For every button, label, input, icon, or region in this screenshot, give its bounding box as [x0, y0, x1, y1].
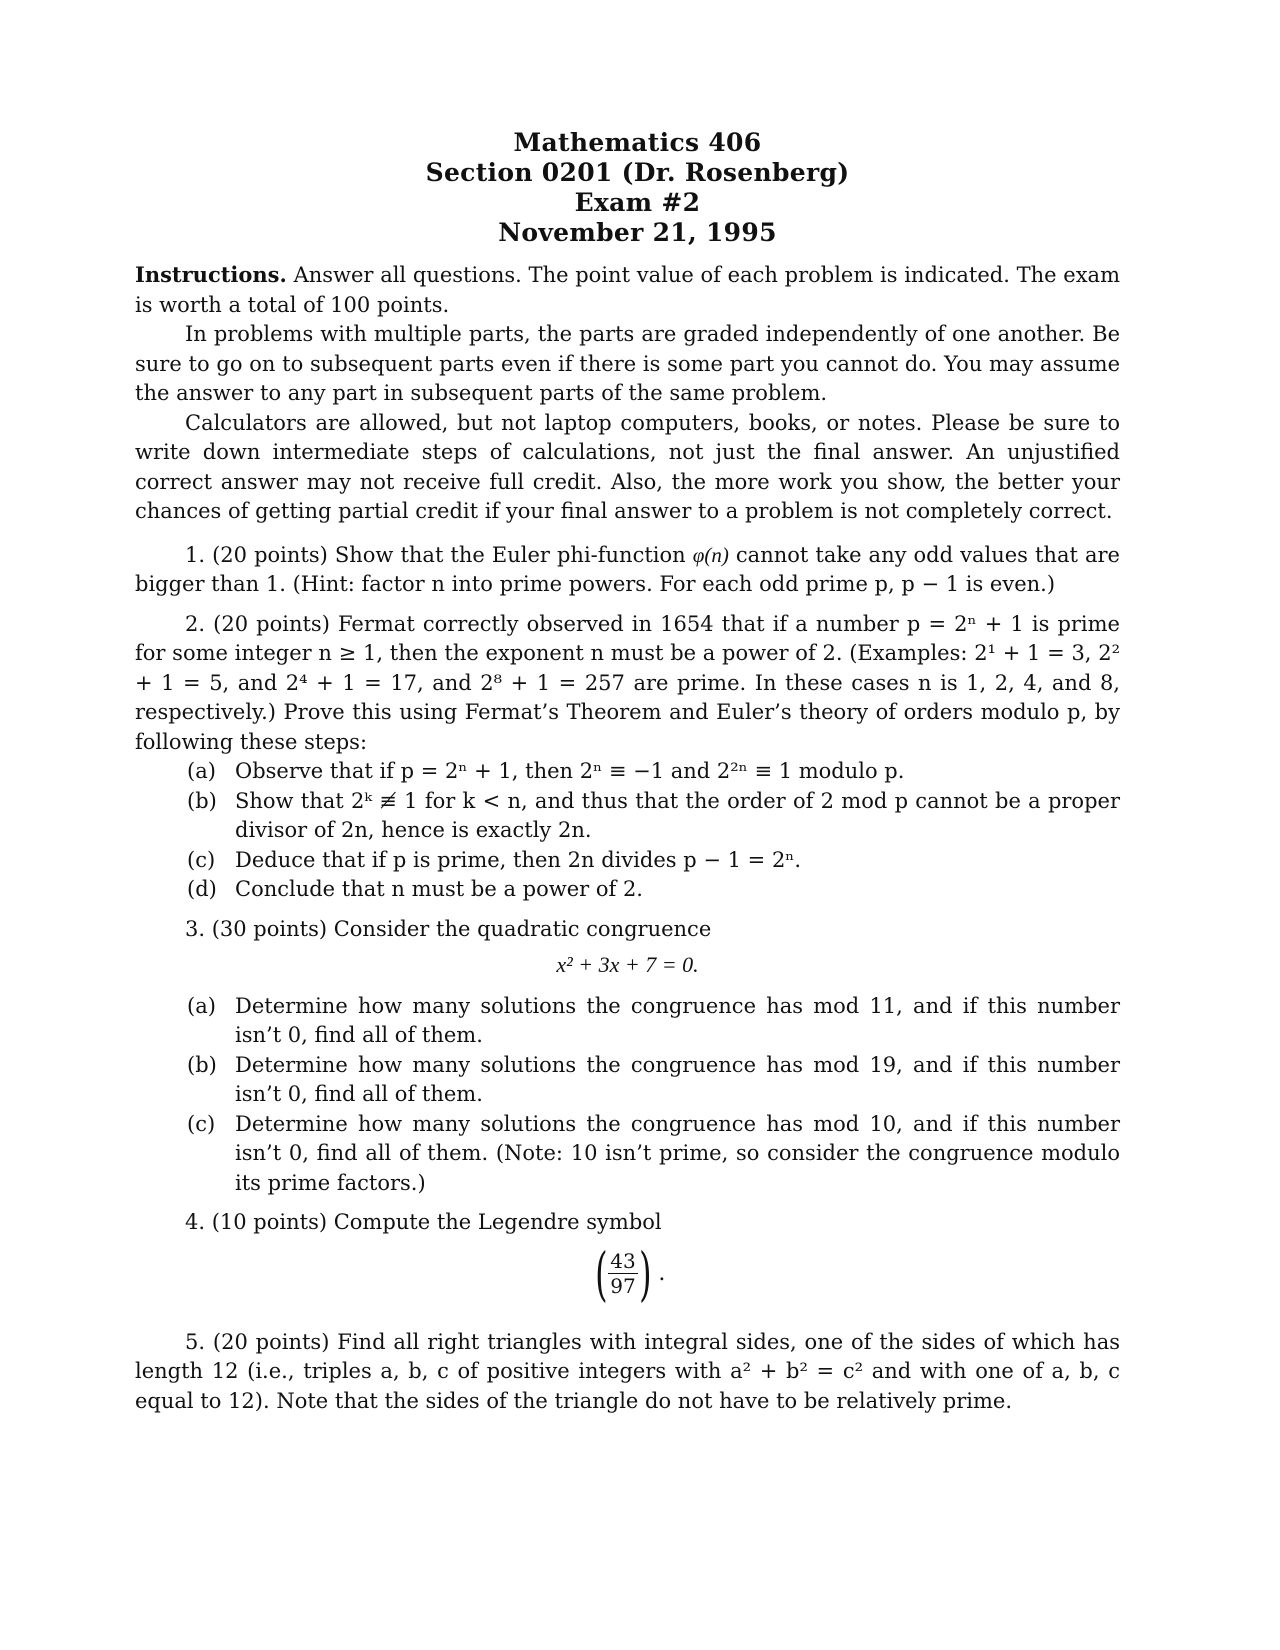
- problem-1-function: φ(n): [692, 542, 729, 567]
- part-label: (b): [187, 1052, 217, 1077]
- part-text: Conclude that n must be a power of 2.: [235, 877, 643, 901]
- problem-2-part-d: [135, 875, 1120, 905]
- problem-3-parts: [135, 992, 1120, 1199]
- exam-number: Exam #2: [574, 188, 701, 217]
- part-text: Show that 2ᵏ ≢ 1 for k < n, and thus that the order of 2 mod p cannot be a proper divisor of 2n, hence is exactly 2n.: [235, 788, 1120, 842]
- part-text: Determine how many solutions the congruence has mod 11, and if this number isn’t 0, find all of them.: [235, 993, 1120, 1047]
- part-label: (d): [187, 877, 217, 901]
- problem-1-rest: cannot take any odd values that are bigger than 1. (Hint: factor n into prime powers. For each odd prime p, p − 1 is even.): [135, 542, 1120, 596]
- instructions-paragraph-2: In problems with multiple parts, the parts are graded independently of one another. Be sure to go on to subsequent parts even if there is some part you cannot do. You may assume the answer to any part in subsequent parts of the same problem.: [135, 322, 1120, 405]
- problem-4: 4. (10 points) Compute the Legendre symbol: [185, 1210, 662, 1234]
- course-title: Mathematics 406: [513, 128, 762, 157]
- problem-3-part-b: [135, 1051, 1120, 1110]
- problem-5: 5. (20 points) Find all right triangles with integral sides, one of the sides of which has length 12 (i.e., triples a, b, c of positive integers with a² + b² = c² and with one of a, b, c equal to 12). Note that the sides of the triangle do not have to be relatively prime.: [135, 1329, 1120, 1413]
- part-text: Deduce that if p is prime, then 2n divides p − 1 = 2ⁿ.: [235, 847, 802, 872]
- problem-3: 3. (30 points) Consider the quadratic congruence: [185, 916, 712, 941]
- problem-3-part-a: [135, 992, 1120, 1051]
- part-text: Determine how many solutions the congruence has mod 10, and if this number isn’t 0, find all of them. (Note: 10 isn’t prime, so consider the congruence modulo its prime factors.): [235, 1111, 1120, 1195]
- problem-3-equation: x² + 3x + 7 = 0.: [556, 952, 699, 977]
- legendre-fraction: [608, 1249, 637, 1298]
- section-line: Section 0201 (Dr. Rosenberg): [425, 158, 850, 187]
- instructions-text-1: Answer all questions. The point value of each problem is indicated. The exam is worth a total of 100 points.: [135, 263, 1120, 317]
- left-paren: (: [594, 1239, 608, 1308]
- problem-1: [135, 541, 1120, 600]
- problem-1-lead: 1. (20 points) Show that the Euler phi-function: [185, 542, 686, 567]
- problem-2-part-b: [135, 787, 1120, 846]
- part-text: Observe that if p = 2ⁿ + 1, then 2ⁿ ≡ −1 and 2²ⁿ ≡ 1 modulo p.: [235, 759, 905, 783]
- problem-3-part-c: [135, 1110, 1120, 1199]
- legendre-numerator: 43: [610, 1249, 636, 1273]
- part-label: (a): [187, 993, 216, 1018]
- exam-header: [155, 128, 1120, 248]
- part-label: (b): [187, 788, 217, 813]
- instructions-heading: Instructions.: [135, 262, 287, 287]
- right-paren: ): [638, 1239, 652, 1308]
- instructions-paragraph-1: [135, 260, 1120, 320]
- instructions-paragraph-3: Calculators are allowed, but not laptop computers, books, or notes. Please be sure to write down intermediate steps of calculations, not just the final answer. An unjustified correct answer may not receive full credit. Also, the more work you show, the better your chances of getting partial credit if your final answer to a problem is not completely correct.: [135, 410, 1120, 523]
- part-label: (c): [187, 1111, 216, 1136]
- legendre-denominator: 97: [610, 1274, 636, 1298]
- legendre-symbol: [135, 1239, 1120, 1308]
- problem-2: 2. (20 points) Fermat correctly observed in 1654 that if a number p = 2ⁿ + 1 is prime for some integer n ≥ 1, then the exponent n must be a power of 2. (Examples: 2¹ + 1 = 3, 2² + 1 = 5, and 2⁴ + 1 = 17, and 2⁸ + 1 = 257 are prime. In these cases n is 1, 2, 4, and 8, respectively.) Prove this using Fermat’s Theorem and Euler’s theory of orders modulo p, by following these steps:: [135, 611, 1120, 754]
- part-label: (a): [187, 759, 216, 783]
- legendre-period: .: [658, 1260, 666, 1286]
- part-text: Determine how many solutions the congruence has mod 19, and if this number isn’t 0, find all of them.: [235, 1052, 1120, 1106]
- problem-2-part-c: [135, 846, 1120, 876]
- problem-2-parts: [135, 757, 1120, 905]
- problem-2-part-a: [135, 757, 1120, 787]
- exam-page: [135, 128, 1120, 1416]
- part-label: (c): [187, 847, 216, 872]
- exam-date: November 21, 1995: [498, 218, 777, 247]
